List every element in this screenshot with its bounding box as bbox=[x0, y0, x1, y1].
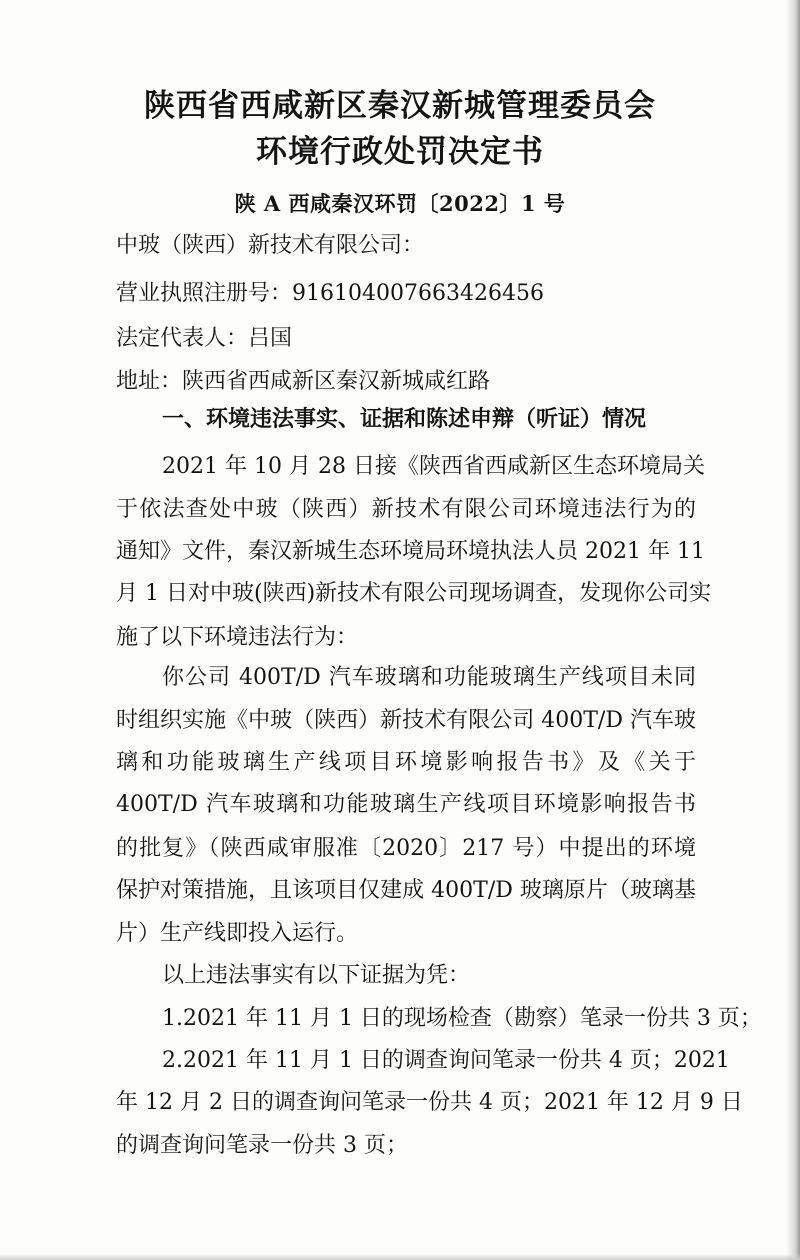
evidence-item-continued: 年 12 月 2 日的调查询问笔录一份共 4 页；2021 年 12 月 9 日 bbox=[116, 1090, 743, 1115]
document-title-line2: 环境行政处罚决定书 bbox=[256, 134, 544, 170]
evidence-item: 1.2021 年 11 月 1 日的现场检查（勘察）笔录一份共 3 页； bbox=[162, 1006, 762, 1031]
document-number: 陕 A 西咸秦汉环罚〔2022〕1 号 bbox=[234, 191, 566, 216]
party-name: 中玻（陕西）新技术有限公司： bbox=[116, 233, 425, 258]
paragraph-line: 于依法查处中玻（陕西）新技术有限公司环境违法行为的 bbox=[116, 497, 696, 522]
address: 地址：陕西省西咸新区秦汉新城咸红路 bbox=[116, 369, 491, 394]
paragraph-line: 400T/D 汽车玻璃和功能玻璃生产线项目环境影响报告书 bbox=[116, 792, 696, 817]
paragraph-line: 2021 年 10 月 28 日接《陕西省西咸新区生态环境局关 bbox=[162, 454, 705, 479]
license-number: 营业执照注册号：916104007663426456 bbox=[116, 281, 544, 306]
evidence-item-continued: 的调查询问笔录一份共 3 页； bbox=[116, 1133, 408, 1158]
paragraph-line: 你公司 400T/D 汽车玻璃和功能玻璃生产线项目未同 bbox=[162, 665, 696, 690]
paragraph-line: 通知》文件，秦汉新城生态环境局环境执法人员 2021 年 11 bbox=[116, 539, 705, 564]
paragraph-line: 施了以下环境违法行为： bbox=[116, 625, 359, 650]
section-heading: 一、环境违法事实、证据和陈述申辩（听证）情况 bbox=[162, 406, 647, 432]
evidence-item: 2.2021 年 11 月 1 日的调查询问笔录一份共 4 页；2021 bbox=[162, 1048, 730, 1073]
paragraph-line: 璃和功能玻璃生产线项目环境影响报告书》及《关于 bbox=[116, 750, 696, 775]
legal-representative: 法定代表人：吕国 bbox=[116, 326, 293, 351]
paragraph-line: 的批复》（陕西咸审服准〔2020〕217 号）中提出的环境 bbox=[116, 836, 696, 861]
paragraph-line: 片）生产线即投入运行。 bbox=[116, 921, 359, 946]
paragraph-line: 月 1 日对中玻(陕西)新技术有限公司现场调查，发现你公司实 bbox=[116, 581, 712, 606]
paragraph-line: 时组织实施《中玻（陕西）新技术有限公司 400T/D 汽车玻 bbox=[116, 708, 696, 733]
scan-bottom-shadow bbox=[0, 1254, 800, 1260]
paragraph-line: 保护对策措施，且该项目仅建成 400T/D 玻璃原片（玻璃基 bbox=[116, 878, 696, 903]
evidence-intro: 以上违法事实有以下证据为凭： bbox=[162, 963, 471, 988]
document-title-line1: 陕西省西咸新区秦汉新城管理委员会 bbox=[144, 88, 656, 124]
scan-edge-shadow bbox=[786, 0, 800, 1260]
